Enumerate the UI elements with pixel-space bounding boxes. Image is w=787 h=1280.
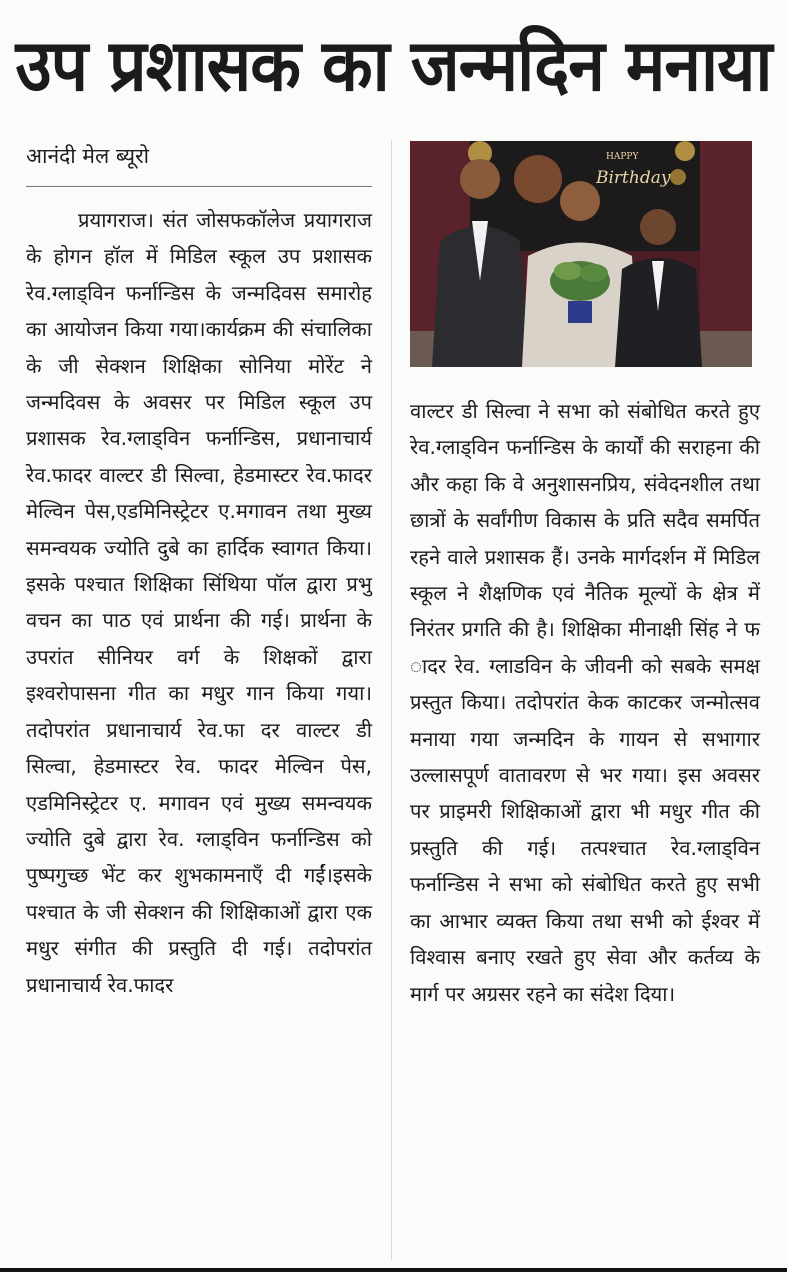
article-column-left: प्रयागराज। संत जोसफकॉलेज प्रयागराज के होगन हॉल में मिडिल स्कूल उप प्रशासक रेव.ग्लाड्विन फर्नान्डिस के जन्मदिवस समारोह का आयोजन किया गया।कार्यक्रम की संचालिका के जी सेक्शन शिक्षिका सोनिया मोरेंट ने जन्मदिवस के अवसर पर मिडिल स्कूल उप प्रशासक रेव.ग्लाड्विन फर्नान्डिस, प्रधानाचार्य रेव.फादर वाल्टर डी सिल्वा, हेडमास्टर रेव.फादर मेल्विन पेस,एडमिनिस्ट्रेटर ए.मगावन तथा मुख्य समन्वयक ज्योति दुबे का हार्दिक स्वागत किया।इसके पश्चात शिक्षिका सिंथिया पॉल द्वारा प्रभु वचन का पाठ एवं प्रार्थना की गई। प्रार्थना के उपरांत सीनियर वर्ग के शिक्षकों द्वारा इश्वरोपासना गीत का मधुर गान किया गया। तदोपरांत प्रधानाचार्य रेव.फा दर वाल्टर डी सिल्वा, हेडमास्टर रेव. फादर मेल्विन पेस, एडमिनिस्ट्रेटर ए. मगावन एवं मुख्य समन्वयक ज्योति दुबे द्वारा रेव. ग्लाड्विन फर्नान्डिस को पुष्पगुच्छ भेंट कर शुभकामनाएँ दी गईं।इसके पश्चात के जी सेक्शन की शिक्षिकाओं द्वारा एक मधुर संगीत की प्रस्तुति दी गई। तदोपरांत प्रधानाचार्य रेव.फादर: [26, 208, 372, 997]
byline: आनंदी मेल ब्यूरो: [26, 144, 150, 168]
event-photo: [410, 141, 752, 367]
banner-happy: HAPPY: [606, 152, 639, 162]
person-left: [460, 159, 500, 199]
headline: उप प्रशासक का जन्मदिन मनाया: [15, 23, 772, 108]
byline-rule: [26, 186, 372, 187]
person-middle: [560, 181, 600, 221]
article-column-right: वाल्टर डी सिल्वा ने सभा को संबोधित करते हुए रेव.ग्लाड्विन फर्नान्डिस के कार्यों की सराहना की और कहा कि वे अनुशासनप्रिय, संवेदनशील तथा छात्रों के सर्वांगीण विकास के प्रति सदैव समर्पित रहने वाले प्रशासक हैं। उनके मार्गदर्शन में मिडिल स्कूल ने शैक्षणिक एवं नैतिक मूल्यों के क्षेत्र में निरंतर प्रगति की है। शिक्षिका मीनाक्षी सिंह ने फ ादर रेव. ग्लाडविन के जीवनी को सबके समक्ष प्रस्तुत किया। तदोपरांत केक काटकर जन्मोत्सव मनाया गया जन्मदिन के गायन से सभागार उल्लासपूर्ण वातावरण से भर गया। इस अवसर पर प्राइमरी शिक्षिकाओं द्वारा भी मधुर गीत की प्रस्तुति की गई। तत्पश्चात रेव.ग्लाड्विन फर्नान्डिस ने सभा को संबोधित करते हुए सभी का आभार व्यक्त किया तथा सभी को ईश्वर में विश्वास बनाए रखते हुए सेवा और कर्तव्य के मार्ग पर अग्रसर रहने का संदेश दिया।: [410, 399, 760, 1006]
person-right: [640, 209, 676, 245]
banner-birthday: Birthday: [596, 168, 671, 188]
column-divider: [391, 140, 392, 1260]
footer-rule: [0, 1268, 787, 1272]
plant-pot: [568, 301, 592, 323]
